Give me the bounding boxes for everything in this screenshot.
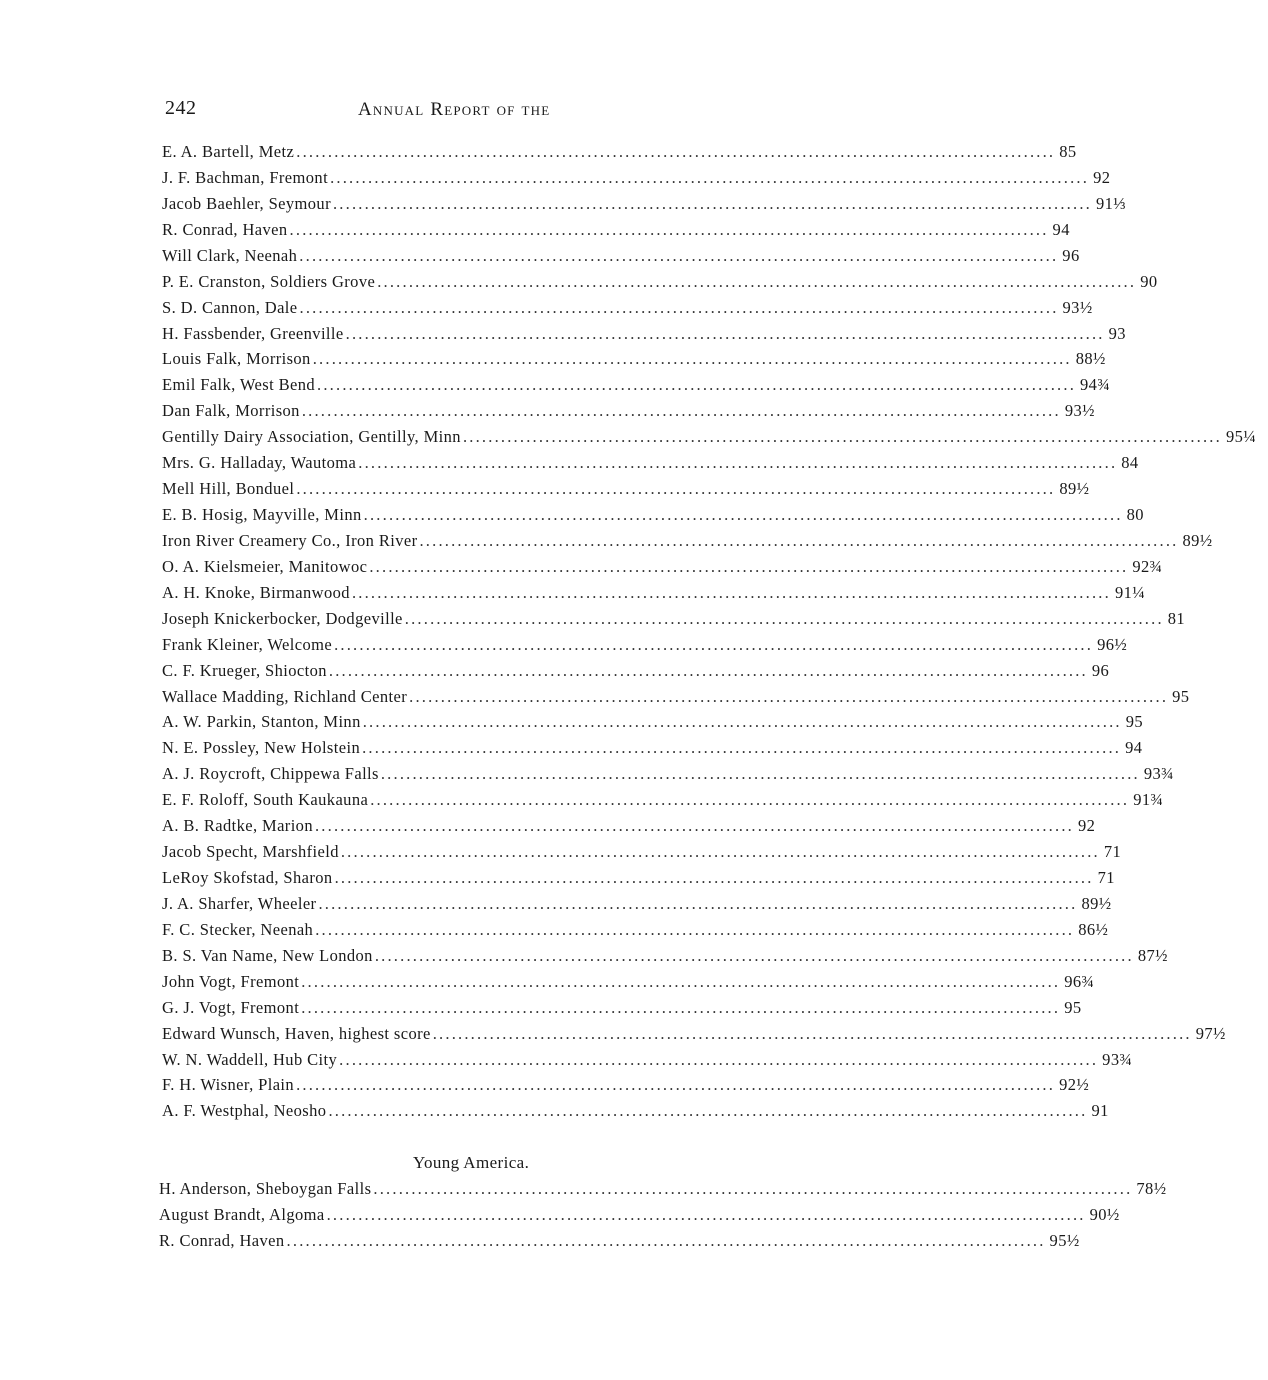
dot-leader: ........................................................................................................................ bbox=[299, 297, 1059, 317]
entry-score: 71 bbox=[1103, 842, 1122, 862]
entry-score: 91 bbox=[1091, 1101, 1109, 1121]
entry-name: F. C. Stecker, Neenah bbox=[162, 919, 314, 939]
list-item bbox=[162, 1075, 1090, 1101]
entry-score: 95 bbox=[1064, 997, 1082, 1017]
list-item bbox=[162, 1101, 1109, 1127]
page-number: 242 bbox=[165, 97, 197, 119]
list-item bbox=[162, 971, 1095, 998]
entry-score: 94 bbox=[1125, 738, 1143, 758]
entry-name: Louis Falk, Morrison bbox=[162, 349, 311, 369]
dot-leader: ........................................................................................................................ bbox=[340, 842, 1100, 862]
list-item bbox=[162, 738, 1143, 764]
dot-leader: ........................................................................................................................ bbox=[345, 323, 1105, 343]
list-item bbox=[162, 271, 1158, 298]
entry-name: P. E. Cranston, Soldiers Grove bbox=[162, 271, 376, 291]
list-item bbox=[162, 193, 1127, 220]
dot-leader: ........................................................................................................................ bbox=[317, 375, 1077, 395]
list-item bbox=[162, 686, 1190, 713]
entry-name: E. B. Hosig, Mayville, Minn bbox=[162, 505, 362, 525]
entry-score: 80 bbox=[1126, 505, 1144, 525]
entry-score: 95¼ bbox=[1225, 427, 1257, 447]
dot-leader: ........................................................................................................................ bbox=[328, 1101, 1088, 1121]
entry-name: N. E. Possley, New Holstein bbox=[162, 738, 361, 758]
entry-score: 87½ bbox=[1137, 945, 1168, 965]
entry-name: A. H. Knoke, Birmanwood bbox=[162, 582, 350, 602]
list-item bbox=[162, 142, 1077, 168]
list-item bbox=[162, 997, 1082, 1024]
entry-name: C. F. Krueger, Shiocton bbox=[162, 660, 327, 680]
dot-leader: ........................................................................................................................ bbox=[462, 427, 1222, 447]
entry-score: 91⅓ bbox=[1095, 193, 1127, 213]
entry-score: 90½ bbox=[1089, 1204, 1120, 1224]
entry-name: Gentilly Dairy Association, Gentilly, Minn bbox=[162, 427, 461, 447]
entry-score: 86½ bbox=[1078, 919, 1109, 939]
dot-leader: ........................................................................................................................ bbox=[286, 1230, 1046, 1250]
entry-name: R. Conrad, Haven bbox=[159, 1230, 285, 1250]
dot-leader: ........................................................................................................................ bbox=[330, 167, 1090, 187]
dot-leader: ........................................................................................................................ bbox=[362, 738, 1122, 758]
entry-name: Jacob Specht, Marshfield bbox=[162, 842, 339, 862]
dot-leader: ........................................................................................................................ bbox=[334, 868, 1094, 888]
entry-score: 92 bbox=[1077, 816, 1096, 836]
entry-score: 93½ bbox=[1064, 401, 1095, 421]
dot-leader: ........................................................................................................................ bbox=[332, 193, 1092, 213]
dot-leader: ........................................................................................................................ bbox=[318, 893, 1078, 913]
entry-score: 84 bbox=[1121, 453, 1139, 473]
dot-leader: ........................................................................................................................ bbox=[404, 608, 1164, 628]
list-item bbox=[162, 1049, 1133, 1076]
dot-leader: ........................................................................................................................ bbox=[363, 505, 1123, 525]
dot-leader: ........................................................................................................................ bbox=[314, 816, 1074, 836]
list-item bbox=[162, 401, 1095, 427]
entry-name: J. F. Bachman, Fremont bbox=[162, 167, 329, 187]
entry-name: G. J. Vogt, Fremont bbox=[162, 997, 300, 1017]
list-item bbox=[162, 453, 1139, 479]
entry-score: 94¾ bbox=[1080, 375, 1111, 395]
entry-score: 89½ bbox=[1059, 479, 1090, 499]
entry-name: Mrs. G. Halladay, Wautoma bbox=[162, 453, 357, 473]
running-head: Annual Report of the bbox=[358, 99, 551, 120]
list-item bbox=[162, 608, 1186, 635]
dot-leader: ........................................................................................................................ bbox=[315, 919, 1075, 939]
entry-name: Emil Falk, West Bend bbox=[162, 375, 316, 395]
entry-score: 78½ bbox=[1136, 1179, 1167, 1198]
list-item bbox=[162, 893, 1112, 920]
entry-score: 92½ bbox=[1059, 1075, 1090, 1095]
list-item bbox=[162, 1023, 1226, 1050]
entry-score: 92 bbox=[1093, 167, 1111, 187]
dot-leader: ........................................................................................................................ bbox=[370, 790, 1130, 810]
dot-leader: ........................................................................................................................ bbox=[328, 660, 1088, 680]
entry-score: 81 bbox=[1167, 608, 1186, 628]
dot-leader: ........................................................................................................................ bbox=[301, 997, 1061, 1017]
list-item bbox=[162, 556, 1163, 583]
entry-name: Dan Falk, Morrison bbox=[162, 401, 300, 421]
entry-name: A. W. Parkin, Stanton, Minn bbox=[162, 712, 361, 732]
list-item bbox=[162, 868, 1115, 894]
list-item bbox=[162, 505, 1144, 531]
list-item bbox=[162, 479, 1090, 505]
dot-leader: ........................................................................................................................ bbox=[326, 1204, 1086, 1224]
entry-name: Iron River Creamery Co., Iron River bbox=[162, 530, 418, 550]
entry-name: John Vogt, Fremont bbox=[162, 971, 300, 991]
list-item bbox=[162, 427, 1257, 453]
dot-leader: ........................................................................................................................ bbox=[409, 686, 1169, 706]
list-item bbox=[162, 219, 1070, 246]
entry-name: E. F. Roloff, South Kaukauna bbox=[162, 790, 369, 810]
dot-leader: ........................................................................................................................ bbox=[299, 245, 1059, 265]
entry-name: Will Clark, Neenah bbox=[162, 245, 298, 265]
entry-name: Mell Hill, Bonduel bbox=[162, 479, 295, 499]
entry-name: H. Fassbender, Greenville bbox=[162, 323, 344, 343]
list-item bbox=[162, 842, 1122, 868]
entry-name: Joseph Knickerbocker, Dodgeville bbox=[162, 608, 403, 628]
entry-name: Wallace Madding, Richland Center bbox=[162, 686, 408, 706]
entry-score: 85 bbox=[1059, 142, 1077, 161]
dot-leader: ........................................................................................................................ bbox=[377, 271, 1137, 291]
entry-score: 91¼ bbox=[1114, 582, 1146, 602]
list-item bbox=[162, 712, 1144, 738]
list-item bbox=[162, 167, 1111, 194]
entry-name: A. J. Roycroft, Chippewa Falls bbox=[162, 764, 379, 784]
list-item bbox=[162, 323, 1126, 350]
list-item bbox=[162, 790, 1164, 816]
list-item bbox=[162, 245, 1080, 272]
entry-name: E. A. Bartell, Metz bbox=[162, 142, 295, 161]
dot-leader: ........................................................................................................................ bbox=[351, 582, 1111, 602]
list-item bbox=[162, 945, 1168, 972]
entry-name: Edward Wunsch, Haven, highest score bbox=[162, 1023, 431, 1043]
list-item bbox=[162, 375, 1111, 401]
entry-name: Jacob Baehler, Seymour bbox=[162, 193, 331, 213]
dot-leader: ........................................................................................................................ bbox=[296, 479, 1056, 499]
entry-score: 93¾ bbox=[1143, 764, 1174, 784]
entry-score: 93¾ bbox=[1102, 1049, 1133, 1069]
list-item bbox=[162, 919, 1109, 946]
section-title-young-america: Young America. bbox=[413, 1153, 530, 1172]
list-item bbox=[162, 297, 1093, 324]
list-item bbox=[162, 530, 1213, 557]
dot-leader: ........................................................................................................................ bbox=[419, 530, 1179, 550]
list-item bbox=[162, 764, 1174, 790]
dot-leader: ........................................................................................................................ bbox=[380, 764, 1140, 784]
entry-name: W. N. Waddell, Hub City bbox=[162, 1049, 338, 1069]
entry-name: J. A. Sharfer, Wheeler bbox=[162, 893, 317, 913]
dot-leader: ........................................................................................................................ bbox=[362, 712, 1122, 732]
entry-score: 92¾ bbox=[1132, 556, 1163, 576]
entry-name: F. H. Wisner, Plain bbox=[162, 1075, 295, 1095]
entry-score: 90 bbox=[1140, 271, 1158, 291]
entry-score: 93½ bbox=[1062, 297, 1093, 317]
dot-leader: ........................................................................................................................ bbox=[312, 349, 1072, 369]
entry-score: 91¾ bbox=[1133, 790, 1164, 810]
list-item bbox=[162, 816, 1096, 842]
entry-name: LeRoy Skofstad, Sharon bbox=[162, 868, 333, 888]
list-item bbox=[159, 1179, 1167, 1205]
dot-leader: ........................................................................................................................ bbox=[339, 1049, 1099, 1069]
entry-name: Frank Kleiner, Welcome bbox=[162, 634, 333, 654]
entry-score: 97½ bbox=[1195, 1023, 1226, 1043]
entry-score: 88½ bbox=[1075, 349, 1106, 369]
entry-name: August Brandt, Algoma bbox=[159, 1204, 325, 1224]
entry-name: R. Conrad, Haven bbox=[162, 219, 288, 239]
dot-leader: ........................................................................................................................ bbox=[369, 556, 1129, 576]
entry-name: O. A. Kielsmeier, Manitowoc bbox=[162, 556, 368, 576]
entry-score: 96¾ bbox=[1064, 971, 1095, 991]
entry-score: 94 bbox=[1052, 219, 1070, 239]
dot-leader: ........................................................................................................................ bbox=[358, 453, 1118, 473]
list-item bbox=[162, 349, 1106, 375]
entry-score: 95 bbox=[1125, 712, 1144, 732]
dot-leader: ........................................................................................................................ bbox=[432, 1023, 1192, 1043]
dot-leader: ........................................................................................................................ bbox=[296, 1075, 1056, 1095]
list-item bbox=[159, 1230, 1080, 1257]
entry-name: B. S. Van Name, New London bbox=[162, 945, 373, 965]
entry-name: A. B. Radtke, Marion bbox=[162, 816, 313, 836]
entry-score: 96½ bbox=[1097, 634, 1128, 654]
entry-name: A. F. Westphal, Neosho bbox=[162, 1101, 327, 1121]
list-item bbox=[162, 634, 1128, 661]
list-item bbox=[162, 582, 1146, 609]
entry-score: 71 bbox=[1097, 868, 1115, 888]
entry-name: H. Anderson, Sheboygan Falls bbox=[159, 1179, 372, 1198]
dot-leader: ........................................................................................................................ bbox=[289, 219, 1049, 239]
dot-leader: ........................................................................................................................ bbox=[374, 945, 1134, 965]
list-item bbox=[159, 1204, 1120, 1231]
dot-leader: ........................................................................................................................ bbox=[334, 634, 1094, 654]
entry-name: S. D. Cannon, Dale bbox=[162, 297, 298, 317]
dot-leader: ........................................................................................................................ bbox=[301, 971, 1061, 991]
entry-score: 89½ bbox=[1182, 530, 1213, 550]
dot-leader: ........................................................................................................................ bbox=[373, 1179, 1133, 1198]
entry-score: 93 bbox=[1108, 323, 1126, 343]
entry-score: 96 bbox=[1062, 245, 1080, 265]
entry-score: 89½ bbox=[1081, 893, 1112, 913]
dot-leader: ........................................................................................................................ bbox=[301, 401, 1061, 421]
entry-score: 96 bbox=[1091, 660, 1110, 680]
entry-score: 95½ bbox=[1049, 1230, 1080, 1250]
entry-score: 95 bbox=[1172, 686, 1190, 706]
dot-leader: ........................................................................................................................ bbox=[296, 142, 1056, 161]
list-item bbox=[162, 660, 1110, 687]
